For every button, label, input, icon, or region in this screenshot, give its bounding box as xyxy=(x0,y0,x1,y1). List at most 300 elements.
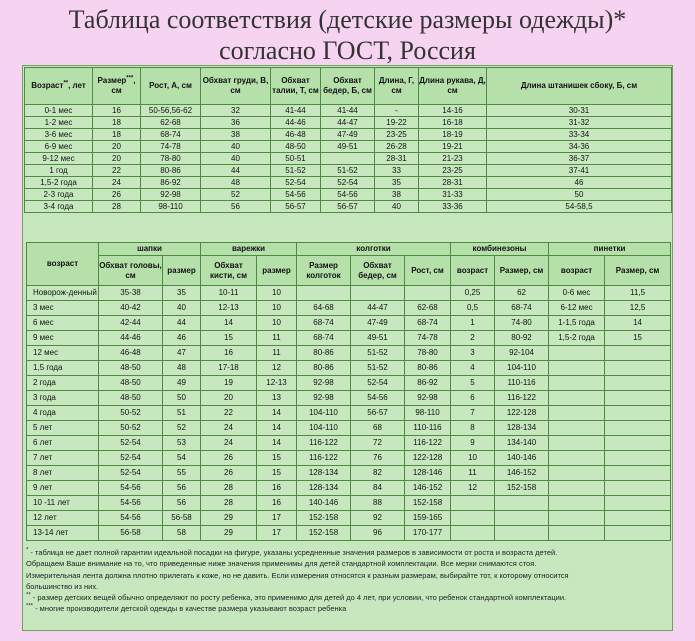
table-cell xyxy=(549,436,605,451)
table-cell: 104-110 xyxy=(297,406,351,421)
table-cell: 20 xyxy=(93,141,141,153)
table-cell: 110-116 xyxy=(405,421,451,436)
table-cell: 128-146 xyxy=(405,466,451,481)
table-row xyxy=(25,105,672,117)
table-cell: 22 xyxy=(201,406,257,421)
table-cell: 52-54 xyxy=(99,451,163,466)
table-cell: 152-158 xyxy=(405,496,451,511)
table-cell xyxy=(605,511,671,526)
table-cell: 68-74 xyxy=(405,316,451,331)
table-cell: 54-56 xyxy=(99,511,163,526)
table-cell: 46-48 xyxy=(99,346,163,361)
table-cell: 92-98 xyxy=(405,391,451,406)
table-cell: 51-52 xyxy=(271,165,321,177)
table-cell: 92-98 xyxy=(297,376,351,391)
title-line-2: согласно ГОСТ, Россия xyxy=(219,36,476,65)
table-cell: 40-42 xyxy=(99,301,163,316)
table-cell: 78-80 xyxy=(141,153,201,165)
table-cell: 54-56 xyxy=(351,391,405,406)
table-cell: 2-3 года xyxy=(25,189,93,201)
table-cell: 32 xyxy=(201,105,271,117)
table-cell: 51 xyxy=(163,406,201,421)
table-row xyxy=(27,496,671,511)
table-cell xyxy=(451,511,495,526)
table-cell: 68-74 xyxy=(297,316,351,331)
table-cell: 12-13 xyxy=(257,376,297,391)
table-cell: 23-25 xyxy=(419,165,487,177)
table-cell: 9 xyxy=(451,436,495,451)
table-cell: 10 -11 лет xyxy=(27,496,99,511)
table-cell: 30-31 xyxy=(487,105,672,117)
table-cell: 16 xyxy=(257,496,297,511)
table-cell: 68-74 xyxy=(297,331,351,346)
subheader-hand-girth: Обхват кисти, см xyxy=(201,256,257,286)
table-cell: 9 лет xyxy=(27,481,99,496)
table-cell: 14 xyxy=(605,316,671,331)
table-cell: 19-22 xyxy=(375,117,419,129)
table-cell: 44-47 xyxy=(351,301,405,316)
title-line-1: Таблица соответствия (детские размеры одежды)* xyxy=(68,5,627,34)
table-cell: 13 xyxy=(257,391,297,406)
table-cell: 128-134 xyxy=(495,421,549,436)
table-cell: 44 xyxy=(201,165,271,177)
table-cell xyxy=(549,526,605,541)
table-cell xyxy=(549,496,605,511)
table-cell xyxy=(451,496,495,511)
table-cell: 64-68 xyxy=(297,301,351,316)
table-cell: 6-12 мес xyxy=(549,301,605,316)
table-cell: 16 xyxy=(201,346,257,361)
table-cell: 6-9 мес xyxy=(25,141,93,153)
subheader-overalls-age: возраст xyxy=(451,256,495,286)
table-cell xyxy=(351,286,405,301)
table-cell: 0-6 мес xyxy=(549,286,605,301)
table-cell: 44-46 xyxy=(99,331,163,346)
table-row xyxy=(27,526,671,541)
table-cell: 7 xyxy=(451,406,495,421)
table-cell: 10 xyxy=(257,316,297,331)
table-cell xyxy=(297,286,351,301)
table-cell: 5 лет xyxy=(27,421,99,436)
table-cell: 9 мес xyxy=(27,331,99,346)
table-cell: 48 xyxy=(163,361,201,376)
table-cell: 46 xyxy=(163,331,201,346)
table-cell: 14 xyxy=(257,436,297,451)
table-row xyxy=(27,466,671,481)
table-row xyxy=(25,117,672,129)
table-cell: 49-51 xyxy=(321,141,375,153)
table-cell: 5 xyxy=(451,376,495,391)
table-cell: 26-28 xyxy=(375,141,419,153)
table-cell: 12 xyxy=(451,481,495,496)
table-cell: 0,5 xyxy=(451,301,495,316)
table-cell: 29 xyxy=(201,526,257,541)
table-cell: 74-80 xyxy=(495,316,549,331)
table-cell: 16 xyxy=(257,481,297,496)
table-cell: 37-41 xyxy=(487,165,672,177)
table-cell: 38 xyxy=(375,189,419,201)
table-cell: 80-86 xyxy=(405,361,451,376)
table-cell: 11 xyxy=(257,346,297,361)
table-cell: 21-23 xyxy=(419,153,487,165)
table-cell: 146-152 xyxy=(405,481,451,496)
table-cell: 13-14 лет xyxy=(27,526,99,541)
table-cell: 88 xyxy=(351,496,405,511)
subheader-overalls-size: Размер, см xyxy=(495,256,549,286)
table-cell: 40 xyxy=(201,141,271,153)
table-cell: 68-74 xyxy=(495,301,549,316)
table-cell: 68-74 xyxy=(141,129,201,141)
table-cell: 47-49 xyxy=(321,129,375,141)
table-cell: 80-86 xyxy=(141,165,201,177)
table-cell: 14 xyxy=(201,316,257,331)
subheader-tights-hips: Обхват бедер, см xyxy=(351,256,405,286)
table-cell: 86-92 xyxy=(141,177,201,189)
table-cell: 19 xyxy=(201,376,257,391)
table-cell: 28 xyxy=(201,481,257,496)
table-cell: 74-78 xyxy=(141,141,201,153)
table-cell: 92-98 xyxy=(141,189,201,201)
table-cell: 40 xyxy=(201,153,271,165)
table-cell: 26 xyxy=(201,466,257,481)
table-cell: 28-31 xyxy=(419,177,487,189)
table-cell: 52-54 xyxy=(321,177,375,189)
table-cell xyxy=(495,511,549,526)
table-cell: 15 xyxy=(605,331,671,346)
table-cell: 10 xyxy=(257,301,297,316)
table-cell: 50 xyxy=(487,189,672,201)
header-length: Длина, Г, см xyxy=(375,68,419,105)
table-cell xyxy=(605,496,671,511)
table-cell: 92-98 xyxy=(297,391,351,406)
table-cell: 50-56,56-62 xyxy=(141,105,201,117)
header-booties: пинетки xyxy=(549,243,671,256)
table-cell: 84 xyxy=(351,481,405,496)
header-hips: Обхват бедер, Б, см xyxy=(321,68,375,105)
table-cell: 50-51 xyxy=(271,153,321,165)
table-cell: 98-110 xyxy=(141,201,201,213)
table-cell: 116-122 xyxy=(405,436,451,451)
table-cell: 122-128 xyxy=(495,406,549,421)
table-cell: 14 xyxy=(257,421,297,436)
table-cell: 159-165 xyxy=(405,511,451,526)
table-cell: 56-57 xyxy=(271,201,321,213)
table-cell: 48-50 xyxy=(271,141,321,153)
table-cell: 80-86 xyxy=(297,346,351,361)
table-row xyxy=(25,165,672,177)
table-cell: 56-57 xyxy=(321,201,375,213)
table-cell: 12 лет xyxy=(27,511,99,526)
table-cell: 134-140 xyxy=(495,436,549,451)
table-cell: 140-146 xyxy=(495,451,549,466)
table-cell: 2 xyxy=(451,331,495,346)
table-row xyxy=(27,361,671,376)
table-cell: 1,5-2 года xyxy=(549,331,605,346)
header-overalls: комбинезоны xyxy=(451,243,549,256)
table-cell: 110-116 xyxy=(495,376,549,391)
table-cell xyxy=(605,376,671,391)
footnote-3: Измерительная лента должна плотно прилегать к коже, но не давить. Если измерения относятся к разным размерам, выбирайте тот, к которому относится xyxy=(26,570,569,580)
table-cell: 68 xyxy=(351,421,405,436)
footnote-4: большинство из них. xyxy=(26,581,99,591)
header-size: Размер***, см xyxy=(93,68,141,105)
table-cell: 62-68 xyxy=(405,301,451,316)
table-cell: - xyxy=(375,105,419,117)
table-cell: 76 xyxy=(351,451,405,466)
table-cell: 116-122 xyxy=(297,451,351,466)
table-cell xyxy=(451,526,495,541)
table-cell: 54-56 xyxy=(99,481,163,496)
table-cell xyxy=(605,451,671,466)
table-row xyxy=(27,481,671,496)
table-cell: 104-110 xyxy=(495,361,549,376)
table-cell: 152-158 xyxy=(297,526,351,541)
table-cell: 1-1,5 года xyxy=(549,316,605,331)
subheader-row xyxy=(27,256,671,286)
table-cell xyxy=(495,496,549,511)
header-chest: Обхват груди, В, см xyxy=(201,68,271,105)
table-cell: 47-49 xyxy=(351,316,405,331)
table-cell: 48-50 xyxy=(99,361,163,376)
table-cell: 35-38 xyxy=(99,286,163,301)
table-cell: 26 xyxy=(93,189,141,201)
table-cell: 46 xyxy=(487,177,672,189)
table-cell: 40 xyxy=(163,301,201,316)
table-cell xyxy=(549,466,605,481)
table-cell: 54-56 xyxy=(271,189,321,201)
table-cell xyxy=(549,406,605,421)
table-cell: 92-104 xyxy=(495,346,549,361)
table-cell xyxy=(605,406,671,421)
table-row xyxy=(25,177,672,189)
table-cell: 48-50 xyxy=(99,376,163,391)
table-cell: 12-13 xyxy=(201,301,257,316)
table-cell: 33 xyxy=(375,165,419,177)
table-row xyxy=(27,421,671,436)
table-cell: 51-52 xyxy=(321,165,375,177)
table-row xyxy=(25,201,672,213)
table-cell: 10-11 xyxy=(201,286,257,301)
table-cell: 80-86 xyxy=(297,361,351,376)
table-cell: 16-18 xyxy=(419,117,487,129)
group-header-row xyxy=(27,243,671,256)
table-cell: 11,5 xyxy=(605,286,671,301)
table-cell: 146-152 xyxy=(495,466,549,481)
table-cell: 31-33 xyxy=(419,189,487,201)
table-row xyxy=(25,189,672,201)
table-cell: 56 xyxy=(201,201,271,213)
table-cell: 56 xyxy=(163,481,201,496)
table-cell: 22 xyxy=(93,165,141,177)
table-cell: 48-50 xyxy=(99,391,163,406)
table-cell: 50 xyxy=(163,391,201,406)
header-sleeve: Длина рукава, Д, см xyxy=(419,68,487,105)
table-cell: 1 xyxy=(451,316,495,331)
footnote-5: ** - размер детских вещей обычно определяют по росту ребенка, это применимо для детей до 4 лет, при условии, что ребенок стандартной комплектации. xyxy=(26,592,567,603)
header-height: Рост, А, см xyxy=(141,68,201,105)
table-cell: 24 xyxy=(201,421,257,436)
subheader-hat-size: размер xyxy=(163,256,201,286)
table-cell: 18 xyxy=(93,129,141,141)
table-cell: 1-2 мес xyxy=(25,117,93,129)
table-cell: 40 xyxy=(375,201,419,213)
table-cell: 4 xyxy=(451,361,495,376)
subheader-booties-size: Размер, см xyxy=(605,256,671,286)
table-row xyxy=(25,153,672,165)
table-cell: 20 xyxy=(201,391,257,406)
table-cell: 28 xyxy=(201,496,257,511)
header-waist: Обхват талии, Т, см xyxy=(271,68,321,105)
header-age: Возраст**, лет xyxy=(25,68,93,105)
footnotes xyxy=(26,547,670,615)
table-cell: 18-19 xyxy=(419,129,487,141)
table-cell: 152-158 xyxy=(297,511,351,526)
table-cell: 14-16 xyxy=(419,105,487,117)
table-cell: 170-177 xyxy=(405,526,451,541)
table-cell xyxy=(605,526,671,541)
table-cell: 12,5 xyxy=(605,301,671,316)
table-cell: 19-21 xyxy=(419,141,487,153)
table-cell: 18 xyxy=(93,117,141,129)
table-cell: 55 xyxy=(163,466,201,481)
table-cell: 3 xyxy=(451,346,495,361)
table-cell: 128-134 xyxy=(297,466,351,481)
table-cell: 29 xyxy=(201,511,257,526)
table-cell: 20 xyxy=(93,153,141,165)
table-cell xyxy=(405,286,451,301)
table-cell: 6 xyxy=(451,391,495,406)
table-cell: 3 года xyxy=(27,391,99,406)
table-cell: 9-12 мес xyxy=(25,153,93,165)
footnote-1: * - таблица не дает полной гарантии идеальной посадки на фигуре, указаны усредненные значения размеров в зависимости от роста и возраста детей. xyxy=(26,547,558,557)
subheader-head-girth: Обхват головы, см xyxy=(99,256,163,286)
subheader-booties-age: возраст xyxy=(549,256,605,286)
table-cell: 7 лет xyxy=(27,451,99,466)
table-cell: 62 xyxy=(495,286,549,301)
table-cell: 24 xyxy=(201,436,257,451)
table-cell: 1 год xyxy=(25,165,93,177)
table-cell: 54-58,5 xyxy=(487,201,672,213)
subheader-mitten-size: размер xyxy=(257,256,297,286)
table-cell: 86-92 xyxy=(405,376,451,391)
table-row xyxy=(27,391,671,406)
table-cell: 35 xyxy=(163,286,201,301)
table-cell: 17-18 xyxy=(201,361,257,376)
table-cell: 47 xyxy=(163,346,201,361)
table-cell: 4 года xyxy=(27,406,99,421)
size-table-clothing xyxy=(24,67,672,213)
size-table-accessories xyxy=(26,242,671,541)
table-cell: 78-80 xyxy=(405,346,451,361)
table-cell: 38 xyxy=(201,129,271,141)
table-cell: 56-57 xyxy=(351,406,405,421)
table-cell: 16 xyxy=(93,105,141,117)
table-cell xyxy=(605,436,671,451)
table-cell: 28 xyxy=(93,201,141,213)
table-cell: 44-47 xyxy=(321,117,375,129)
table-cell: 0-1 мес xyxy=(25,105,93,117)
table-cell: 152-158 xyxy=(495,481,549,496)
table-cell: 54-56 xyxy=(99,496,163,511)
table-cell: 17 xyxy=(257,511,297,526)
table-cell xyxy=(605,481,671,496)
table-cell: 6 лет xyxy=(27,436,99,451)
table-cell: 52-54 xyxy=(99,436,163,451)
table-cell: 54-56 xyxy=(321,189,375,201)
table-row xyxy=(27,346,671,361)
header-tights: колготки xyxy=(297,243,451,256)
table-cell: 36 xyxy=(201,117,271,129)
table-cell: 23-25 xyxy=(375,129,419,141)
table-cell: 15 xyxy=(257,466,297,481)
table-cell: 122-128 xyxy=(405,451,451,466)
table-cell: 58 xyxy=(163,526,201,541)
table-cell: 44 xyxy=(163,316,201,331)
table-cell: 26 xyxy=(201,451,257,466)
table-cell: 53 xyxy=(163,436,201,451)
table-cell: 54 xyxy=(163,451,201,466)
table-cell: 8 xyxy=(451,421,495,436)
table-cell: 12 xyxy=(257,361,297,376)
table-cell: 52-54 xyxy=(99,466,163,481)
table-cell: 96 xyxy=(351,526,405,541)
table-cell xyxy=(549,511,605,526)
table-cell: 98-110 xyxy=(405,406,451,421)
table-cell: 104-110 xyxy=(297,421,351,436)
table-cell: 12 мес xyxy=(27,346,99,361)
table-cell: 11 xyxy=(451,466,495,481)
table-cell: 49 xyxy=(163,376,201,391)
table-cell: 116-122 xyxy=(495,391,549,406)
table-cell: 74-78 xyxy=(405,331,451,346)
table-cell xyxy=(549,421,605,436)
table-cell: 36-37 xyxy=(487,153,672,165)
table-cell: 116-122 xyxy=(297,436,351,451)
table-cell: 56-58 xyxy=(99,526,163,541)
table-cell: 52-54 xyxy=(271,177,321,189)
table-row xyxy=(27,331,671,346)
table-cell: 80-92 xyxy=(495,331,549,346)
table-cell: 42-44 xyxy=(99,316,163,331)
table-cell xyxy=(549,376,605,391)
table-cell: 3 мес xyxy=(27,301,99,316)
table-header-row xyxy=(25,68,672,105)
table-cell: 44-46 xyxy=(271,117,321,129)
table-cell: 2 года xyxy=(27,376,99,391)
table-row xyxy=(27,286,671,301)
table-cell: 41-44 xyxy=(271,105,321,117)
table-cell xyxy=(605,361,671,376)
table-cell: 14 xyxy=(257,406,297,421)
table-cell: 51-52 xyxy=(351,346,405,361)
table-cell xyxy=(549,391,605,406)
table-cell: 56-58 xyxy=(163,511,201,526)
table-cell xyxy=(321,153,375,165)
table-cell xyxy=(549,451,605,466)
table-cell: 52-54 xyxy=(351,376,405,391)
table-cell: Новорож-денный xyxy=(27,286,99,301)
table-cell: 52 xyxy=(163,421,201,436)
table-cell: 10 xyxy=(257,286,297,301)
table-cell: 49-51 xyxy=(351,331,405,346)
table-row xyxy=(27,451,671,466)
table-cell xyxy=(549,346,605,361)
table-cell: 31-32 xyxy=(487,117,672,129)
header-age-group: возраст xyxy=(27,243,99,286)
table-cell xyxy=(605,346,671,361)
header-pants-length: Длина штанишек сбоку, Б, см xyxy=(487,68,672,105)
table-cell: 52 xyxy=(201,189,271,201)
